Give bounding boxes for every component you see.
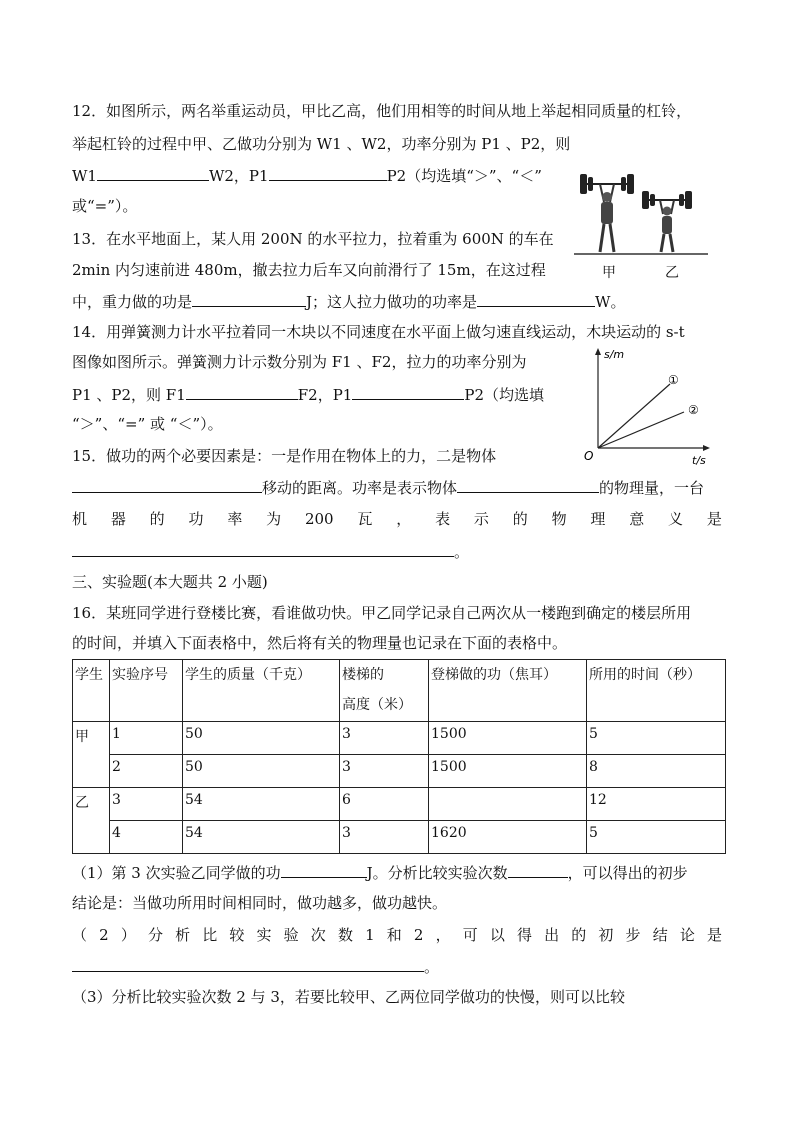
q16-s2-word: 出: [544, 926, 560, 944]
q15-line3-word: 功: [188, 510, 204, 528]
graph-line-1: [598, 384, 670, 448]
q15-period: 。: [454, 543, 470, 561]
q14-blank-f[interactable]: [186, 384, 298, 400]
graph-x-label: t/s: [692, 454, 706, 467]
q16-s2-word: 较: [229, 926, 245, 944]
header-stair-line1: 楼梯的: [342, 667, 384, 683]
q15-line3-word: 机: [72, 510, 88, 528]
q15-line3-word: 率: [227, 510, 243, 528]
q16-s2-word: 论: [679, 926, 695, 944]
q13-line-2: 2min 内匀速前进 480m，撤去拉力后车又向前滑行了 15m，在这过程: [72, 261, 546, 279]
q15-line3-word: 表: [435, 510, 451, 528]
q16-blank-trials[interactable]: [508, 862, 568, 878]
cell-seq: 4: [110, 821, 183, 854]
barbell-yi: [642, 191, 692, 209]
cell-student: 乙: [73, 788, 110, 854]
graph-line-1-label: ①: [668, 373, 679, 387]
cell-student: 甲: [73, 722, 110, 788]
cell-height: 6: [340, 788, 429, 821]
graph-line-2: [598, 412, 684, 448]
weightlifters-figure: [568, 170, 713, 260]
q16-s2-word: 的: [571, 926, 587, 944]
q16-s2-word: 验: [283, 926, 299, 944]
q12-line-3: [72, 165, 542, 186]
q13-line-3: [72, 291, 625, 312]
q13-text-b: J；这人拉力做功的功率是: [306, 293, 478, 311]
barbell-jia: [580, 174, 634, 194]
cell-mass: 54: [183, 788, 340, 821]
section-3-title: 三、实验题(本大题共 2 小题): [72, 573, 268, 591]
graph-origin: O: [584, 449, 594, 463]
cell-time: 12: [587, 788, 726, 821]
q16-s2-period: 。: [424, 958, 440, 976]
q16-s2-word: （: [72, 926, 88, 944]
q15-line-3: [72, 509, 722, 529]
cell-work-empty[interactable]: [429, 788, 587, 821]
lifter-jia: [600, 184, 614, 252]
cell-mass: 50: [183, 755, 340, 788]
q15-line3-word: 义: [668, 510, 684, 528]
q16-s1-text-c: ，可以得出的初步: [567, 864, 688, 882]
header-mass: 学生的质量（千克）: [183, 660, 340, 722]
q15-line3-word: 瓦: [357, 510, 373, 528]
q14-text-b: F2，P1: [297, 386, 353, 404]
cell-work: 1620: [429, 821, 587, 854]
table-row: [73, 788, 726, 821]
q13-text-a: 中，重力做的功是: [72, 293, 193, 311]
q16-sub2-line-2: [72, 956, 439, 977]
q14-text-c: P2（均选填: [464, 386, 544, 404]
table-row: [73, 821, 726, 854]
q14-line-2: 图像如图所示。弹簧测力计示数分别为 F1 、F2，拉力的功率分别为: [72, 353, 527, 371]
q14-line-3: [72, 384, 544, 405]
q15-blank-meaning[interactable]: [72, 541, 454, 557]
q12-blank-w[interactable]: [97, 165, 209, 181]
q15-line3-word: 为: [266, 510, 282, 528]
header-work: 登梯做的功（焦耳）: [429, 660, 587, 722]
q13-blank-gravity-work[interactable]: [192, 291, 306, 307]
cell-time: 8: [587, 755, 726, 788]
q15-line-2: [72, 477, 704, 498]
q16-blank-work3[interactable]: [281, 862, 367, 878]
q15-text-b: 的物理量，一台: [599, 479, 705, 497]
q16-s2-word: 析: [175, 926, 191, 944]
q15-line3-word: ，: [396, 510, 412, 528]
q15-line-4: [72, 541, 469, 562]
q15-blank-direction[interactable]: [72, 477, 262, 493]
q16-line-2: 的时间，并填入下面表格中，然后将有关的物理量也记录在下面的表格中。: [72, 634, 568, 652]
q14-line-1: 14．用弹簧测力计水平拉着同一木块以不同速度在水平面上做匀速直线运动，木块运动的 s-t: [72, 323, 685, 341]
fig-label-yi: 乙: [665, 265, 679, 281]
cell-seq: 2: [110, 755, 183, 788]
q15-blank-power-meaning[interactable]: [457, 477, 599, 493]
q16-s2-word: 数: [337, 926, 353, 944]
graph-y-label: s/m: [604, 348, 625, 361]
q16-s2-word: 1: [365, 926, 375, 944]
q16-s1-text-b: J。分析比较实验次数: [366, 864, 508, 882]
q16-s2-word: 是: [706, 926, 722, 944]
q13-text-c: W。: [595, 293, 626, 311]
q15-line3-word: 的: [149, 510, 165, 528]
q16-s2-word: 2: [413, 926, 424, 944]
q16-s2-word: 得: [516, 926, 532, 944]
st-graph: [578, 340, 718, 470]
q16-s2-word: 步: [625, 926, 641, 944]
q15-line3-word: 的: [512, 510, 528, 528]
cell-time: 5: [587, 821, 726, 854]
cell-work: 1500: [429, 755, 587, 788]
q12-line-4: 或“=”）。: [72, 197, 138, 215]
q13-line-1: 13．在水平地面上，某人用 200N 的水平拉力，拉着重为 600N 的车在: [72, 230, 554, 248]
q16-blank-conclusion[interactable]: [72, 956, 424, 972]
graph-line-2-label: ②: [688, 403, 699, 417]
q15-text-a: 移动的距离。功率是表示物体: [262, 479, 458, 497]
q16-s2-word: ）: [120, 926, 136, 944]
cell-height: 3: [340, 755, 429, 788]
cell-mass: 54: [183, 821, 340, 854]
q16-s1-text-a: （1）第 3 次实验乙同学做的功: [72, 864, 281, 882]
q15-line3-word: 理: [590, 510, 606, 528]
q12-line-1: 12．如图所示，两名举重运动员，甲比乙高，他们用相等的时间从地上举起相同质量的杠铃，: [72, 102, 692, 120]
q16-s2-word: 初: [598, 926, 614, 944]
q15-line3-word: 意: [629, 510, 645, 528]
q14-line-4: “＞”、“=” 或 “＜”）。: [72, 415, 223, 433]
q15-line3-word: 物: [551, 510, 567, 528]
lifter-yi: [660, 200, 674, 252]
q16-s2-word: 实: [256, 926, 272, 944]
cell-height: 3: [340, 722, 429, 755]
q15-line3-word: 示: [473, 510, 489, 528]
cell-seq: 1: [110, 722, 183, 755]
header-stair-line2: 高度（米）: [342, 697, 412, 713]
q12-p2-text: P2（均选填“＞”、“＜”: [386, 167, 542, 185]
q12-blank-p[interactable]: [269, 165, 387, 181]
q12-w1-text: W1: [72, 167, 97, 185]
q16-s2-word: 以: [489, 926, 505, 944]
cell-mass: 50: [183, 722, 340, 755]
header-stair-height: [340, 660, 429, 722]
q16-s2-word: 次: [310, 926, 326, 944]
cell-seq: 3: [110, 788, 183, 821]
q15-line-1: 15．做功的两个必要因素是：一是作用在物体上的力，二是物体: [72, 447, 497, 465]
q12-w2p1-text: W2，P1: [208, 167, 269, 185]
header-seq: 实验序号: [110, 660, 183, 722]
header-time: 所用的时间（秒）: [587, 660, 726, 722]
q16-sub1-line-1: [72, 862, 688, 883]
q16-s2-word: 分: [147, 926, 163, 944]
q12-line-2: 举起杠铃的过程中甲、乙做功分别为 W1 、W2，功率分别为 P1 、P2，则: [72, 135, 571, 153]
q16-sub3-line: （3）分析比较实验次数 2 与 3，若要比较甲、乙两位同学做功的快慢，则可以比较: [72, 988, 625, 1006]
header-student: 学生: [73, 660, 110, 722]
q16-s2-word: 和: [386, 926, 402, 944]
q16-data-table: [72, 659, 726, 854]
q16-sub2-line-1: [72, 925, 722, 945]
q13-blank-power[interactable]: [477, 291, 595, 307]
q16-sub1-line-2: 结论是：当做功所用时间相同时，做功越多，做功越快。: [72, 894, 448, 912]
cell-work: 1500: [429, 722, 587, 755]
q16-s2-word: 可: [462, 926, 478, 944]
q16-line-1: 16．某班同学进行登楼比赛，看谁做功快。甲乙同学记录自己两次从一楼跑到确定的楼层所用: [72, 604, 692, 622]
q16-s2-word: 结: [652, 926, 668, 944]
cell-height: 3: [340, 821, 429, 854]
q16-s2-word: ，: [435, 926, 451, 944]
q16-s2-word: 2: [99, 926, 109, 944]
table-row: [73, 755, 726, 788]
cell-time: 5: [587, 722, 726, 755]
fig-label-jia: 甲: [602, 265, 616, 281]
q16-s2-word: 比: [202, 926, 218, 944]
q15-line3-word: 是: [706, 510, 722, 528]
q14-blank-p[interactable]: [352, 384, 464, 400]
q15-line3-word: 200: [304, 510, 334, 528]
q15-line3-word: 器: [110, 510, 126, 528]
q14-text-a: P1 、P2，则 F1: [72, 386, 186, 404]
table-row: [73, 722, 726, 755]
table-header-row: [73, 660, 726, 722]
